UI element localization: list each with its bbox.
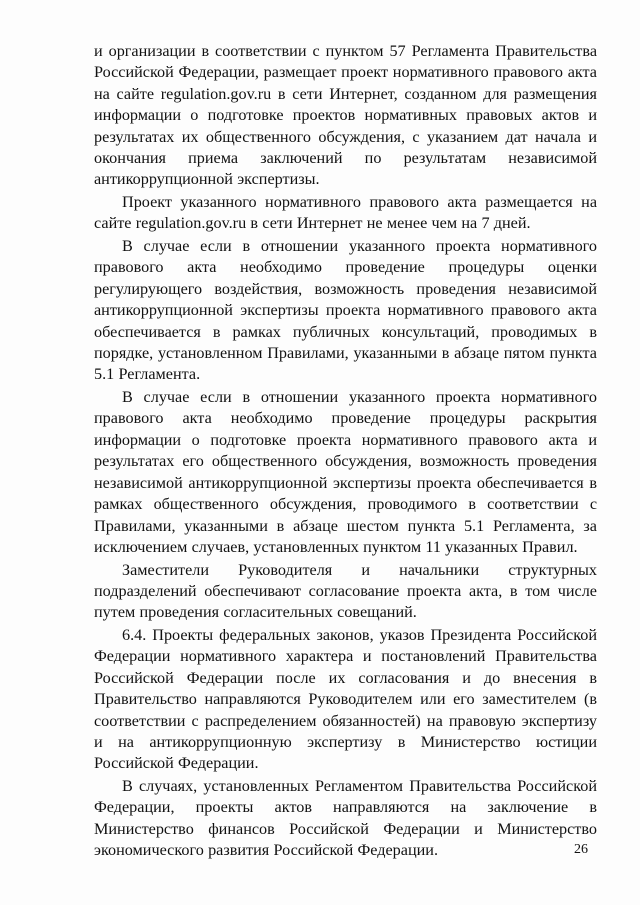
paragraph-ministry-conclusions: В случаях, установленных Регламентом Правительства Российской Федерации, проекты актов направляются на заключение в Министерство финансов Российской Федерации и Министерство экономического развития Российской Федерации. [94, 776, 597, 860]
paragraph-site-placement: Проект указанного нормативного правового акта размещается на сайте regulation.gov.ru в сети Интернет не менее чем на 7 дней. [94, 193, 597, 233]
paragraph-regulatory-impact: В случае если в отношении указанного проекта нормативного правового акта необходимо проведение процедуры оценки регулирующего воздействия, возможность проведения независимой антикоррупционной экспертизы проекта нормативного правового акта обеспечивается в рамках публичных консультаций, проводимых в порядке, установленном Правилами, указанными в абзаце пятом пункта 5.1 Регламента. [94, 237, 597, 384]
paragraph-deputies-approval: Заместители Руководителя и начальники структурных подразделений обеспечивают согласование проекта акта, в том числе путем проведения согласительных совещаний. [94, 560, 597, 622]
paragraph-information-disclosure: В случае если в отношении указанного проекта нормативного правового акта необходимо проведение процедуры раскрытия информации о подготовке проекта нормативного правового акта и результатах его общественного обсуждения, возможность проведения независимой антикоррупционной экспертизы проекта обеспечивается в рамках общественного обсуждения, проводимого в соответствии с Правилами, указанными в абзаце шестом пункта 5.1 Регламента, за исключением случаев, установленных пунктом 11 указанных Правил. [94, 388, 597, 556]
page-number: 26 [574, 842, 588, 857]
document-body [94, 41, 597, 863]
paragraph-section-6-4: 6.4. Проекты федеральных законов, указов Президента Российской Федерации нормативного характера и постановлений Правительства Российской Федерации после их согласования и до внесения в Правительство направляются Руководителем или его заместителем (в соответствии с распределением обязанностей) на правовую экспертизу и на антикоррупционную экспертизу в Министерство юстиции Российской Федерации. [94, 625, 597, 773]
paragraph-continuation: и организации в соответствии с пунктом 57 Регламента Правительства Российской Федерации, размещает проект нормативного правового акта на сайте regulation.gov.ru в сети Интернет, созданном для размещения информации о подготовке проектов нормативных правовых актов и результатах их общественного обсуждения, с указанием дат начала и окончания приема заключений по результатам независимой антикоррупционной экспертизы. [94, 42, 597, 189]
